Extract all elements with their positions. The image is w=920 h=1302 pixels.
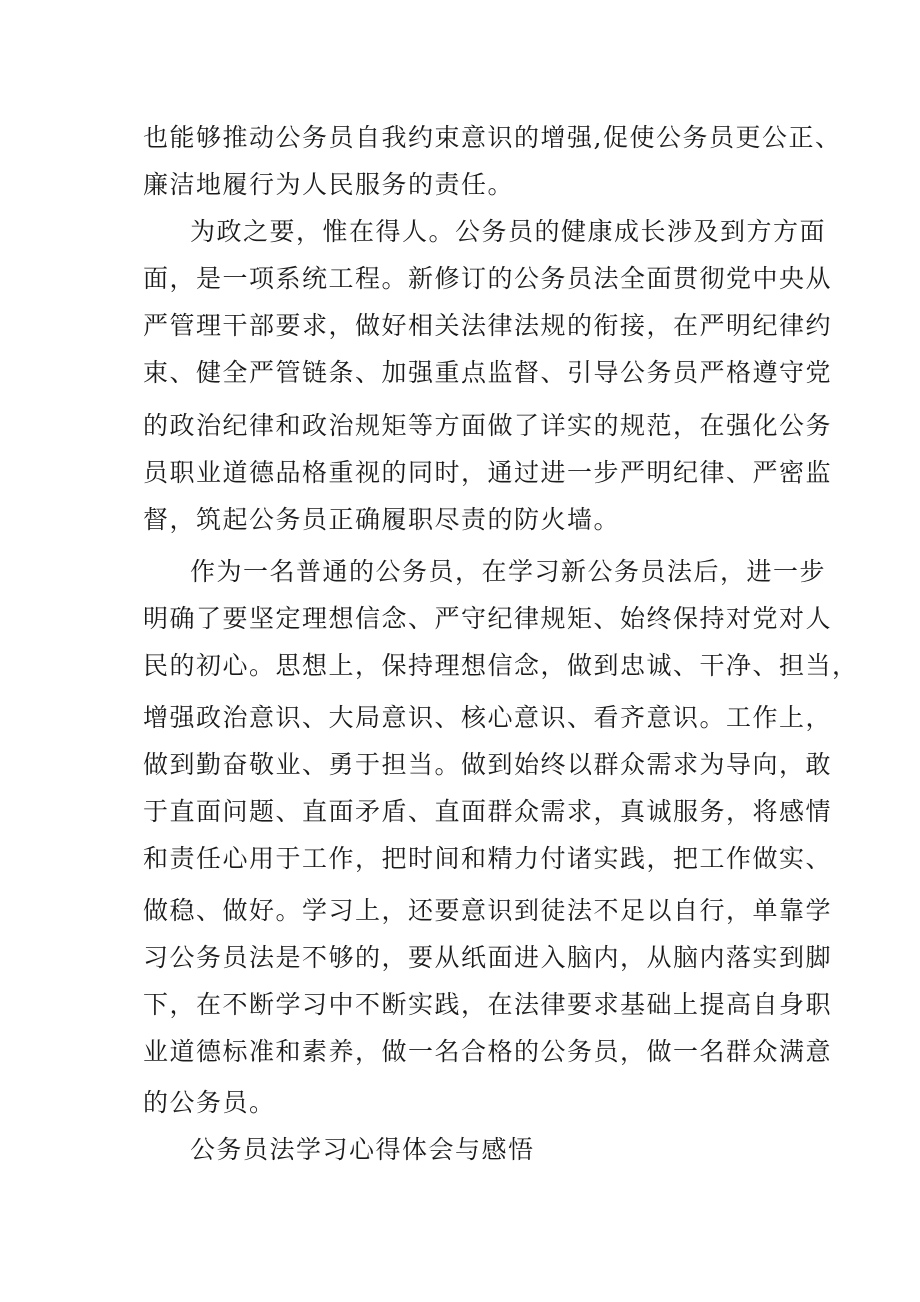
paragraph-2-line-6: 员职业道德品格重视的同时，通过进一步严明纪律、严密监: [143, 458, 833, 487]
paragraph-3-line-11: 业道德标准和素养，做一名合格的公务员，做一名群众满意: [143, 1037, 833, 1066]
paragraph-3-line-12: 的公务员。: [143, 1088, 276, 1117]
paragraph-3-line-6: 于直面问题、直面矛盾、直面群众需求，真诚服务，将感情: [143, 797, 833, 826]
paragraph-3-line-1: 作为一名普通的公务员，在学习新公务员法后，进一步: [190, 557, 827, 586]
paragraph-3-line-7: 和责任心用于工作，把时间和精力付诸实践，把工作做实、: [143, 844, 833, 873]
paragraph-2-line-4: 束、健全严管链条、加强重点监督、引导公务员严格遵守党: [143, 358, 833, 387]
paragraph-2-line-1: 为政之要，惟在得人。公务员的健康成长涉及到方方面: [190, 217, 827, 246]
paragraph-2-line-3: 严管理干部要求，做好相关法律法规的衔接，在严明纪律约: [143, 311, 833, 340]
paragraph-3-line-5: 做到勤奋敬业、勇于担当。做到始终以群众需求为导向，敢: [143, 750, 833, 779]
paragraph-2-line-7: 督，筑起公务员正确履职尽责的防火墙。: [143, 505, 621, 534]
paragraph-2-line-2: 面，是一项系统工程。新修订的公务员法全面贯彻党中央从: [143, 264, 833, 293]
paragraph-1-line-1: 也能够推动公务员自我约束意识的增强,促使公务员更公正、: [143, 123, 842, 152]
paragraph-1-line-2: 廉洁地履行为人民服务的责任。: [143, 170, 515, 199]
paragraph-3-line-3: 民的初心。思想上，保持理想信念，做到忠诚、干净、担当，: [143, 651, 859, 680]
paragraph-2-line-5: 的政治纪律和政治规矩等方面做了详实的规范，在强化公务: [143, 411, 833, 440]
paragraph-3-line-10: 下，在不断学习中不断实践，在法律要求基础上提高自身职: [143, 990, 833, 1019]
section-heading: 公务员法学习心得体会与感悟: [190, 1135, 535, 1164]
paragraph-3-line-2: 明确了要坚定理想信念、严守纪律规矩、始终保持对党对人: [143, 604, 833, 633]
paragraph-3-line-4: 增强政治意识、大局意识、核心意识、看齐意识。工作上，: [143, 703, 833, 732]
paragraph-3-line-8: 做稳、做好。学习上，还要意识到徒法不足以自行，单靠学: [143, 896, 833, 925]
paragraph-3-line-9: 习公务员法是不够的，要从纸面进入脑内，从脑内落实到脚: [143, 943, 833, 972]
